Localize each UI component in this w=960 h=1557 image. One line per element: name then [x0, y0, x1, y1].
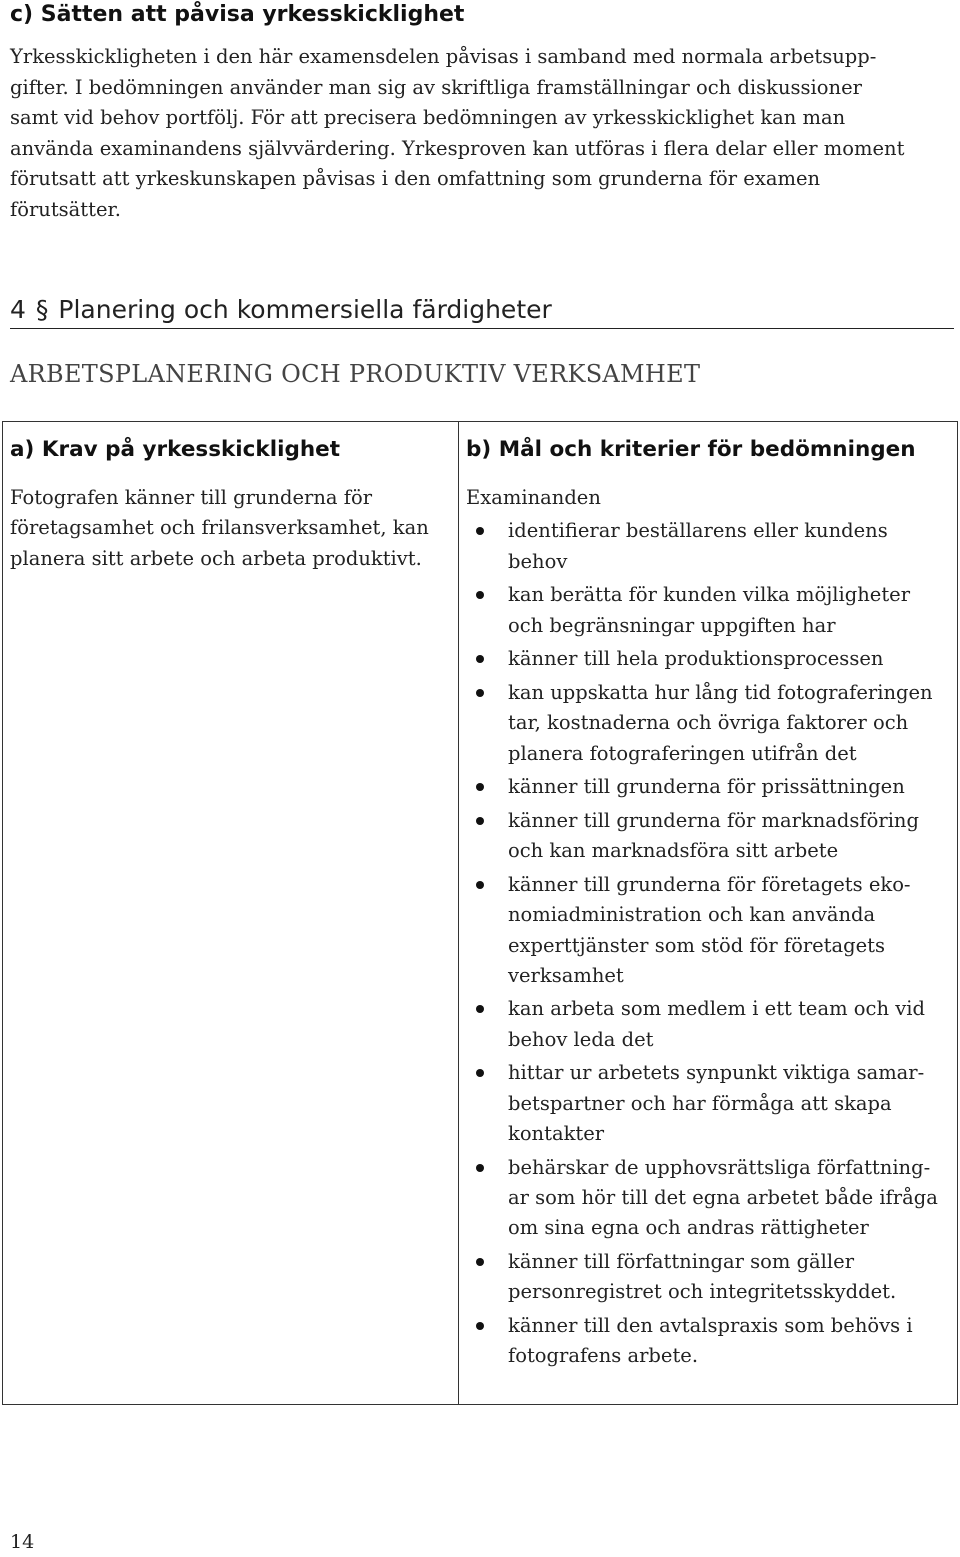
section-symbol: §	[35, 295, 49, 324]
criteria-item-line: känner till grunderna för företagets eko-	[508, 872, 911, 896]
criteria-item-line: verksamhet	[508, 963, 624, 987]
criteria-item-line: behov leda det	[508, 1027, 654, 1051]
requirements-column	[10, 432, 450, 574]
criteria-item-line: identifierar beställarens eller kundens	[508, 519, 888, 543]
paragraph-line: samt vid behov portfölj. För att precisera bedömningen av yrkesskicklighet kan man	[10, 106, 846, 129]
criteria-item-line: känner till författningar som gäller	[508, 1250, 855, 1274]
section-c-heading: c) Sätten att påvisa yrkesskicklighet	[10, 2, 465, 27]
bullet-icon	[476, 1322, 484, 1330]
bullet-icon	[476, 1005, 484, 1013]
bullet-icon	[476, 527, 484, 535]
criteria-item-line: behärskar de upphovsrättsliga författning-	[508, 1155, 931, 1179]
page-number: 14	[10, 1531, 35, 1553]
bullet-icon	[476, 817, 484, 825]
criteria-item-line: nomiadministration och kan använda	[508, 903, 876, 927]
criteria-item-line: om sina egna och andras rättigheter	[508, 1216, 869, 1240]
requirements-heading: a) Krav på yrkesskicklighet	[10, 437, 340, 462]
paragraph-line: förutsätter.	[10, 197, 121, 221]
criteria-item	[466, 772, 951, 802]
criteria-item	[466, 678, 951, 769]
criteria-item-line: fotografens arbete.	[508, 1344, 699, 1368]
criteria-item	[466, 806, 951, 867]
paragraph-line: använda examinandens självvärdering. Yrkesproven kan utföras i flera delar eller moment	[10, 136, 905, 160]
criteria-item-line: experttjänster som stöd för företagets	[508, 933, 886, 957]
criteria-item-line: känner till grunderna för prissättningen	[508, 775, 905, 799]
criteria-item-line: betspartner och har förmåga att skapa	[508, 1091, 892, 1115]
paragraph-line: Yrkesskickligheten i den här examensdelen påvisas i samband med normala arbetsupp-	[10, 45, 877, 68]
criteria-item	[466, 580, 951, 641]
criteria-item-line: planera fotograferingen utifrån det	[508, 741, 857, 765]
criteria-item-line: behov	[508, 549, 568, 573]
criteria-list	[466, 516, 951, 1371]
criteria-item	[466, 870, 951, 991]
criteria-item-line: tar, kostnaderna och övriga faktorer och	[508, 711, 909, 735]
criteria-item-line: hittar ur arbetets synpunkt viktiga samar-	[508, 1061, 925, 1085]
criteria-item-line: och kan marknadsföra sitt arbete	[508, 839, 839, 863]
column-divider	[458, 422, 459, 1404]
criteria-item-line: ar som hör till det egna arbetet både ifråga	[508, 1186, 938, 1210]
chapter-number: 4	[10, 295, 26, 324]
criteria-item	[466, 994, 951, 1055]
requirements-line: Fotografen känner till grunderna för	[10, 486, 373, 509]
criteria-item	[466, 1058, 951, 1149]
criteria-item-line: känner till hela produktionsprocessen	[508, 647, 884, 671]
criteria-item-line: kan berätta för kunden vilka möjligheter	[508, 583, 911, 607]
criteria-lead: Examinanden	[466, 486, 601, 509]
chapter-heading	[10, 292, 954, 329]
section-subtitle: ARBETSPLANERING OCH PRODUKTIV VERKSAMHET	[10, 360, 701, 388]
paragraph-line: gifter. I bedömningen använder man sig av skriftliga framställningar och diskussioner	[10, 75, 862, 99]
criteria-item	[466, 1311, 951, 1372]
bullet-icon	[476, 1258, 484, 1266]
criteria-item-line: kontakter	[508, 1122, 605, 1146]
criteria-item-line: känner till den avtalspraxis som behövs i	[508, 1314, 913, 1338]
requirements-line: företagsamhet och frilansverksamhet, kan	[10, 516, 429, 540]
criteria-item	[466, 1247, 951, 1308]
criteria-item	[466, 644, 951, 674]
criteria-table	[2, 421, 958, 1405]
bullet-icon	[476, 689, 484, 697]
criteria-item-line: personregistret och integritetsskyddet.	[508, 1280, 897, 1304]
criteria-item	[466, 1153, 951, 1244]
criteria-item-line: kan arbeta som medlem i ett team och vid	[508, 997, 925, 1021]
bullet-icon	[476, 881, 484, 889]
criteria-item	[466, 516, 951, 577]
requirements-line: planera sitt arbete och arbeta produktivt.	[10, 546, 422, 570]
bullet-icon	[476, 1069, 484, 1077]
bullet-icon	[476, 655, 484, 663]
bullet-icon	[476, 783, 484, 791]
criteria-item-line: kan uppskatta hur lång tid fotograferingen	[508, 680, 933, 704]
section-c-paragraph	[10, 42, 945, 225]
bullet-icon	[476, 591, 484, 599]
bullet-icon	[476, 1164, 484, 1172]
paragraph-line: förutsatt att yrkeskunskapen påvisas i den omfattning som grunderna för examen	[10, 167, 821, 190]
criteria-column	[466, 432, 951, 1375]
chapter-title: Planering och kommersiella färdigheter	[58, 295, 552, 324]
criteria-item-line: känner till grunderna för marknadsföring	[508, 808, 919, 832]
requirements-text	[10, 483, 450, 574]
criteria-heading: b) Mål och kriterier för bedömningen	[466, 437, 916, 462]
criteria-item-line: och begränsningar uppgiften har	[508, 613, 836, 637]
